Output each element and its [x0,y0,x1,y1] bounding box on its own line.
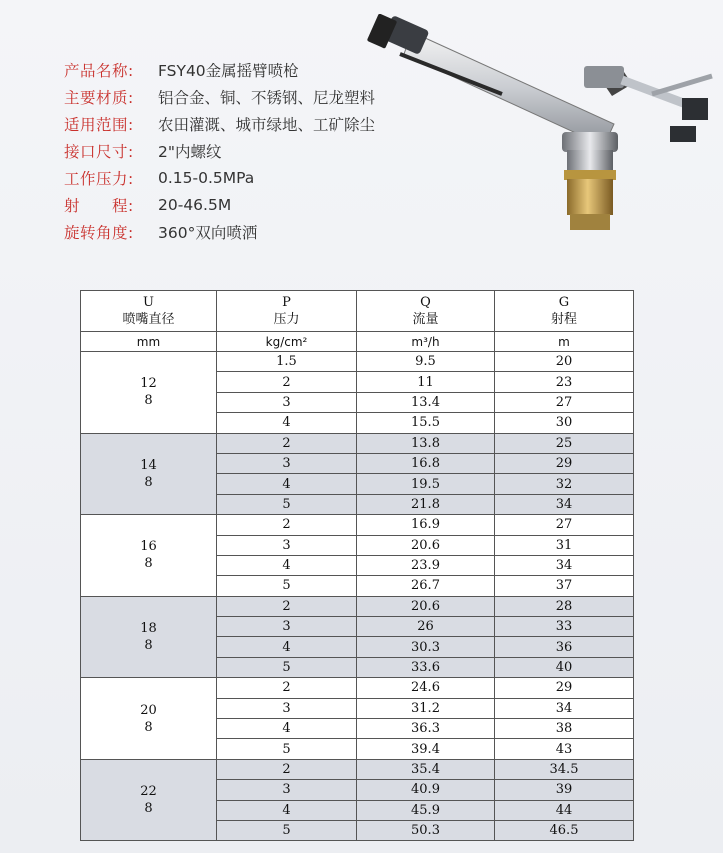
spec-value: FSY40金属摇臂喷枪 [158,61,299,80]
flow-cell: 39.4 [357,739,495,759]
range-cell: 27 [495,392,634,412]
flow-cell: 35.4 [357,759,495,779]
pressure-cell: 2 [217,596,357,616]
flow-cell: 9.5 [357,352,495,372]
flow-cell: 26.7 [357,576,495,596]
spec-label: 主要材质: [64,88,134,107]
spec-row [64,218,375,245]
nozzle-main: 12 [140,376,157,392]
range-cell: 29 [495,453,634,473]
nozzle-main: 18 [140,620,157,636]
range-cell: 23 [495,372,634,392]
range-cell: 34.5 [495,759,634,779]
spec-row [64,83,375,110]
table-row [81,352,634,372]
table-row [81,433,634,453]
pressure-cell: 3 [217,780,357,800]
range-cell: 33 [495,617,634,637]
flow-cell: 30.3 [357,637,495,657]
nozzle-cell [81,352,217,434]
nozzle-main: 22 [140,784,157,800]
range-cell: 27 [495,515,634,535]
flow-cell: 15.5 [357,413,495,433]
pressure-cell: 5 [217,576,357,596]
column-code: P [282,295,291,310]
flow-cell: 33.6 [357,657,495,677]
spec-row [64,110,375,137]
column-code: U [143,295,154,310]
flow-cell: 13.8 [357,433,495,453]
range-cell: 32 [495,474,634,494]
flow-cell: 36.3 [357,719,495,739]
pressure-cell: 4 [217,474,357,494]
column-header [357,291,495,332]
range-cell: 34 [495,494,634,514]
column-header [81,291,217,332]
pressure-cell: 1.5 [217,352,357,372]
column-header [495,291,634,332]
flow-cell: 26 [357,617,495,637]
pressure-cell: 4 [217,637,357,657]
sprinkler-gun-image [352,14,722,239]
column-name: 压力 [273,312,300,327]
table-row [81,596,634,616]
pressure-cell: 4 [217,800,357,820]
flow-cell: 16.9 [357,515,495,535]
flow-cell: 23.9 [357,555,495,575]
pressure-cell: 3 [217,392,357,412]
pressure-cell: 3 [217,453,357,473]
pressure-cell: 2 [217,372,357,392]
range-cell: 39 [495,780,634,800]
nozzle-main: 20 [140,702,157,718]
table-row [81,515,634,535]
flow-cell: 40.9 [357,780,495,800]
range-cell: 29 [495,678,634,698]
pressure-cell: 2 [217,433,357,453]
spec-value: 2"内螺纹 [158,142,222,161]
pressure-cell: 4 [217,555,357,575]
spec-label: 工作压力: [64,169,134,188]
range-cell: 40 [495,657,634,677]
flow-cell: 20.6 [357,596,495,616]
range-cell: 30 [495,413,634,433]
spec-value: 20-46.5M [158,195,232,214]
spec-label: 接口尺寸: [64,142,134,161]
range-cell: 28 [495,596,634,616]
spec-value: 0.15-0.5MPa [158,168,255,187]
pressure-cell: 4 [217,719,357,739]
nozzle-cell [81,678,217,760]
column-code: G [558,295,570,310]
spec-row [64,137,375,164]
nozzle-secondary: 8 [144,719,153,735]
pressure-cell: 3 [217,535,357,555]
range-cell: 37 [495,576,634,596]
column-unit: m³/h [357,332,495,352]
flow-cell: 45.9 [357,800,495,820]
nozzle-secondary: 8 [144,556,153,572]
table-row [81,759,634,779]
nozzle-cell [81,433,217,515]
nozzle-main: 14 [140,457,157,473]
spec-label: 射 程: [64,196,134,215]
range-cell: 38 [495,719,634,739]
spec-row [64,164,375,191]
pressure-cell: 5 [217,820,357,840]
pressure-cell: 3 [217,617,357,637]
flow-cell: 24.6 [357,678,495,698]
flow-cell: 50.3 [357,820,495,840]
flow-cell: 13.4 [357,392,495,412]
pressure-cell: 2 [217,515,357,535]
nozzle-secondary: 8 [144,801,153,817]
pressure-cell: 2 [217,759,357,779]
column-unit: kg/cm² [217,332,357,352]
spec-label: 适用范围: [64,115,134,134]
flow-cell: 20.6 [357,535,495,555]
nozzle-cell [81,596,217,678]
range-cell: 31 [495,535,634,555]
pressure-cell: 5 [217,494,357,514]
range-cell: 46.5 [495,820,634,840]
range-cell: 44 [495,800,634,820]
column-name: 射程 [550,312,577,327]
range-cell: 36 [495,637,634,657]
table-row [81,678,634,698]
performance-table [80,290,634,841]
range-cell: 34 [495,555,634,575]
spec-value: 农田灌溉、城市绿地、工矿除尘 [158,115,376,134]
flow-cell: 19.5 [357,474,495,494]
pressure-cell: 5 [217,657,357,677]
flow-cell: 16.8 [357,453,495,473]
spec-label: 旋转角度: [64,223,134,242]
spec-value: 360°双向喷洒 [158,223,258,242]
pressure-cell: 5 [217,739,357,759]
nozzle-secondary: 8 [144,474,153,490]
nozzle-main: 16 [140,539,157,555]
spec-label: 产品名称: [64,61,134,80]
column-name: 喷嘴直径 [122,312,175,327]
flow-cell: 11 [357,372,495,392]
column-unit: m [495,332,634,352]
flow-cell: 31.2 [357,698,495,718]
range-cell: 34 [495,698,634,718]
column-header [217,291,357,332]
range-cell: 20 [495,352,634,372]
nozzle-cell [81,515,217,597]
flow-cell: 21.8 [357,494,495,514]
pressure-cell: 3 [217,698,357,718]
column-name: 流量 [412,312,439,327]
nozzle-secondary: 8 [144,393,153,409]
pressure-cell: 2 [217,678,357,698]
column-code: Q [420,295,431,310]
pressure-cell: 4 [217,413,357,433]
spec-row [64,56,375,83]
range-cell: 25 [495,433,634,453]
column-unit: mm [81,332,217,352]
range-cell: 43 [495,739,634,759]
nozzle-cell [81,759,217,841]
spec-row [64,191,375,218]
product-specs [64,56,375,245]
spec-value: 铝合金、铜、不锈钢、尼龙塑料 [158,88,376,107]
nozzle-secondary: 8 [144,637,153,653]
